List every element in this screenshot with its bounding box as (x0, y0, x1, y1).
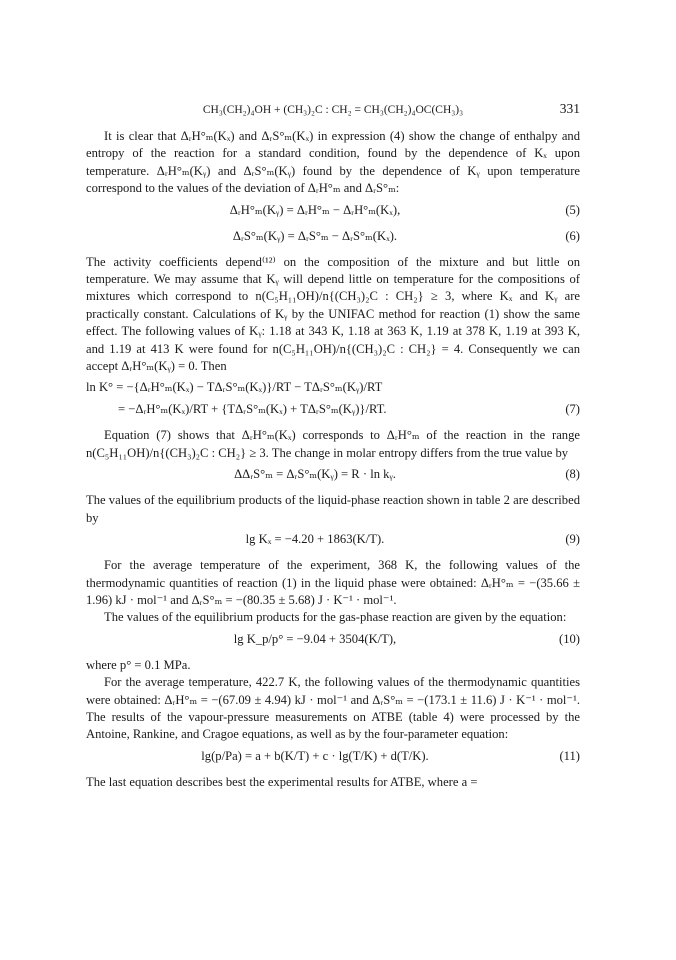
equation-8-body: ΔΔᵣS°ₘ = ΔᵣS°ₘ(Kᵧ) = R · ln kᵧ. (234, 467, 396, 482)
equation-7-line-2 (86, 401, 580, 421)
equation-7-number: (7) (565, 402, 580, 417)
equation-11-number: (11) (559, 748, 580, 763)
equation-8 (86, 466, 580, 486)
equation-5-number: (5) (565, 202, 580, 217)
paragraph-liquid-phase: The values of the equilibrium products of the liquid-phase reaction shown in table 2 are described by (86, 493, 580, 525)
journal-page (86, 100, 580, 791)
paragraph-enthalpy-entropy: It is clear that ΔᵣH°ₘ(Kₓ) and ΔᵣS°ₘ(Kₓ) in expression (4) show the change of enthalpy and entropy of the reaction for a standard condition, found by the dependence of Kₓ upon temperature. ΔᵣH°ₘ(Kᵧ) and ΔᵣS°ₘ(Kᵧ) found by the dependence of Kᵧ upon temperature correspond to the values of the deviation of ΔᵣH°ₘ and ΔᵣS°ₘ: (86, 129, 580, 196)
equation-7a-body: ln K° = −{ΔᵣH°ₘ(Kₓ) − TΔᵣS°ₘ(Kₓ)}/RT − TΔᵣS°ₘ(Kᵧ)/RT (86, 380, 383, 395)
equation-6 (86, 228, 580, 248)
equation-11 (86, 748, 580, 768)
equation-11-body: lg(p/Pa) = a + b(K/T) + c · lg(T/K) + d(T/K). (201, 748, 429, 763)
equation-10-body: lg K_p/p° = −9.04 + 3504(K/T), (233, 631, 397, 646)
equation-9-number: (9) (565, 532, 580, 547)
equation-7b-body: = −ΔᵣH°ₘ(Kₓ)/RT + {TΔᵣS°ₘ(Kₓ) + TΔᵣS°ₘ(Kᵧ)}/RT. (118, 402, 387, 417)
paragraph-gas-phase: The values of the equilibrium products for the gas-phase reaction are given by the equation: (104, 610, 567, 625)
equation-7-line-1 (86, 379, 580, 399)
equation-6-body: ΔᵣS°ₘ(Kᵧ) = ΔᵣS°ₘ − ΔᵣS°ₘ(Kₓ). (232, 228, 398, 243)
paragraph-atbe-fit: The last equation describes best the experimental results for ATBE, where a = (86, 774, 478, 789)
paragraph-equation-7: Equation (7) shows that ΔᵣH°ₘ(Kₓ) corresponds to ΔᵣH°ₘ of the reaction in the range n(C₅H₁₁OH)/n{(CH₃)₂C : CH₂} ≥ 3. The change in molar entropy differs from the true value by (86, 428, 580, 460)
equation-10-number: (10) (559, 631, 580, 646)
paragraph-standard-pressure: where p° = 0.1 MPa. (86, 657, 191, 672)
equation-9-body: lg Kₓ = −4.20 + 1863(K/T). (245, 532, 385, 547)
equation-9 (86, 531, 580, 551)
paragraph-activity-coefficients: The activity coefficients depend⁽¹²⁾ on the composition of the mixture and but little on temperature. We may assume that Kᵧ will depend little on temperature for the compositions of mixtures which correspond to n(C₅H₁₁OH)/n{(CH₃)₂C : CH₂} ≥ 3, where Kₓ and Kᵧ are practically constant. Calculations of Kᵧ by the UNIFAC method for reaction (1) show the same effect. The following values of Kᵧ: 1.18 at 343 K, 1.18 at 363 K, 1.19 at 378 K, 1.19 at 393 K, and 1.19 at 413 K were found for n(C₅H₁₁OH)/n{(CH₃)₂C : CH₂} = 4. Consequently we can accept ΔᵣH°ₘ(Kᵧ) = 0. Then (86, 254, 580, 374)
equation-8-number: (8) (565, 467, 580, 482)
equation-6-number: (6) (565, 228, 580, 243)
running-title: CH₃(CH₂)₄OH + (CH₃)₂C : CH₂ = CH₃(CH₂)₄OC(CH₃)₃ (202, 104, 464, 116)
equation-5 (86, 202, 580, 222)
page-number: 331 (559, 101, 580, 116)
paragraph-average-temperature-368: For the average temperature of the experiment, 368 K, the following values of the thermodynamic quantities of reaction (1) in the liquid phase were obtained: ΔᵣH°ₘ = −(35.66 ± 1.96) kJ · mol⁻¹ and ΔᵣS°ₘ = −(80.35 ± 5.68) J · K⁻¹ · mol⁻¹. (86, 558, 580, 607)
paragraph-average-temperature-422: For the average temperature, 422.7 K, the following values of the thermodynamic quantities were obtained: ΔᵣH°ₘ = −(67.09 ± 4.94) kJ · mol⁻¹ and ΔᵣS°ₘ = −(173.1 ± 11.6) J · K⁻¹ · mol⁻¹. The results of the vapour-pressure measurements on ATBE (table 4) were processed by the Antoine, Rankine, and Cragoe equations, as well as by the four-parameter equation: (86, 675, 580, 742)
running-head (86, 100, 580, 120)
equation-10 (86, 631, 580, 651)
equation-5-body: ΔᵣH°ₘ(Kᵧ) = ΔᵣH°ₘ − ΔᵣH°ₘ(Kₓ), (229, 202, 401, 217)
